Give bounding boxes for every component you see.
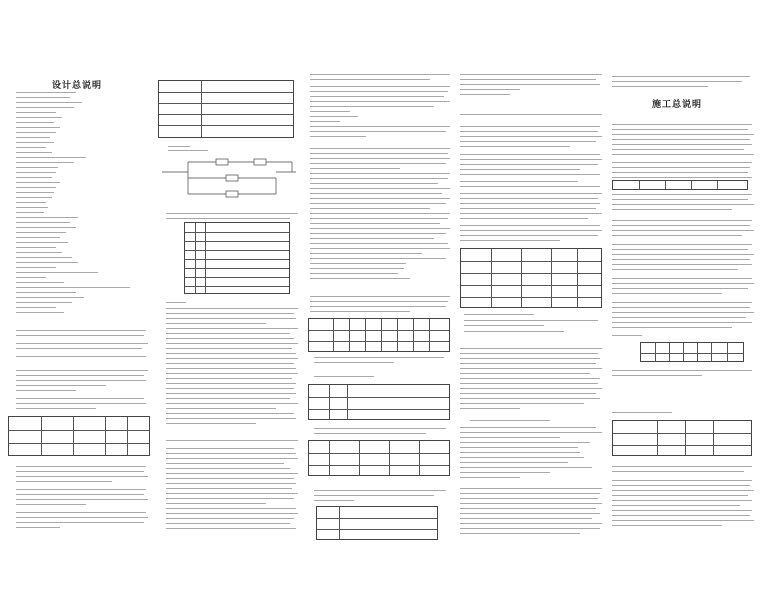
schedule-table-11 xyxy=(612,420,752,456)
schedule-table-1 xyxy=(8,416,150,456)
schedule-table-9 xyxy=(612,180,748,190)
schedule-table-8 xyxy=(460,248,602,308)
schedule-table-3 xyxy=(184,222,290,294)
schedule-table-2 xyxy=(158,80,294,138)
schedule-table-6 xyxy=(308,440,450,476)
schedule-table-5 xyxy=(308,384,450,420)
construction-notes-title: 施工总说明 xyxy=(652,100,703,110)
schedule-table-7 xyxy=(316,506,438,540)
circuit-diagram xyxy=(158,150,298,210)
design-notes-title: 设计总说明 xyxy=(52,81,103,91)
schedule-table-4 xyxy=(308,318,450,352)
schedule-table-10 xyxy=(640,342,744,362)
